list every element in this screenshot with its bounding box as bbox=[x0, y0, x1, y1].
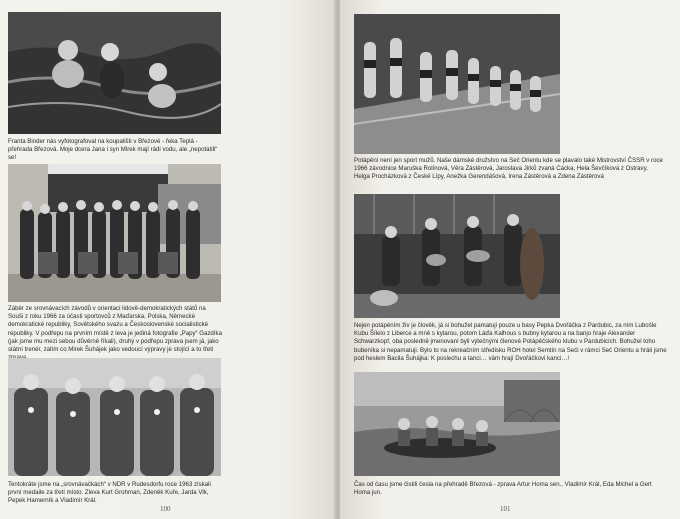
caption-band: Nejen potápěním živ je člověk, já si bohužel pamatuji pouze u basy Pepka Dvořáčka z Pardubic, za ním Lubošle Kubu Šílelo z Liberce a mně s kytarou, potom Láďa Kalhous s bubny kytarou a na banjo hraje Alexander Schwarzkopf, oba posledně jmenovaní byli výtečnými členové Potápěčského klubu v Pardubicích. Bohužel toho bubeníka si nepamatuji. Bylo to na rekreačním středisku ROH hotel Semtín na Seči v rámci Seč Orientu a hráli jsme pod heslem Bacila Šuhájka: K poslechu a tanci… vám hrají Dvořáčkovi kanci…! bbox=[354, 322, 667, 362]
page-number-left: 100 bbox=[160, 505, 171, 513]
page-number-right: 101 bbox=[500, 505, 511, 513]
right-page bbox=[340, 0, 680, 519]
caption-rafting: Čas od času jsme čistili česla na přehradě Březová - zprava Artur Homa sen., Vladimír Král, Eda Michel a Gert Homa jun. bbox=[354, 481, 652, 497]
left-page bbox=[0, 0, 336, 519]
rafting-photo bbox=[354, 372, 560, 476]
band-photo bbox=[354, 194, 560, 318]
women-swimmers-photo bbox=[354, 14, 560, 154]
caption-women-swimmers: Potápění není jen sport mužů. Naše dámské družstvo na Seč Orientu kde se plavalo také Mistrovství ČSSR v roce 1966 závodnice Maruška Rolínová, Věra Zástěrová, Jaroslava Jirků zvaná Cácka, Hela Ševčíková z Ostravy, Helga Procházková z České Lípy, Anežka Gerendášová, Irena Zástěrová a Zdena Zástěrová bbox=[354, 157, 663, 181]
swimmers-photo bbox=[8, 12, 221, 134]
caption-medalists: Tentokráte jsme na „srovnávačkách“ v NDR v Rudesdorfu roce 1963 získali první medaile za třetí místo. Zleva Kurt Grohman, Zdeněk Kuře, Jarda Vlk, Pepek Hamerník a Vladimír Král. bbox=[8, 481, 211, 505]
caption-swimmers: Franta Binder nás vyfotografoval na koupališti v Březové - řeka Teplá - přehrada Březová. Moje dcera Jana i syn Mirek mají rádi vodu, ale „nepotatili“ se! bbox=[8, 138, 218, 162]
caption-orienteering: Záběr ze srovnávacích závodů v orientaci lidově-demokratických států na Souši z roku 1966 za účasti sportovců z Maďarska, Polska, Německé demokratické republiky, Sovětského svazu a Československé socialistické republiky. V podřepu na prvním místě z leva je jediná fotografie „Papy“ Gazdíka (jak jsme mu mezi sebou důvěrně říkali), druhý v podřepu zprava jsem já, jako státní trenér, zatím co Mirek Šuhájek jako vedoucí výpravy je stojící a to třetí bbox=[8, 305, 222, 354]
medalists-photo bbox=[8, 358, 221, 476]
orienteering-group-photo bbox=[8, 164, 221, 302]
